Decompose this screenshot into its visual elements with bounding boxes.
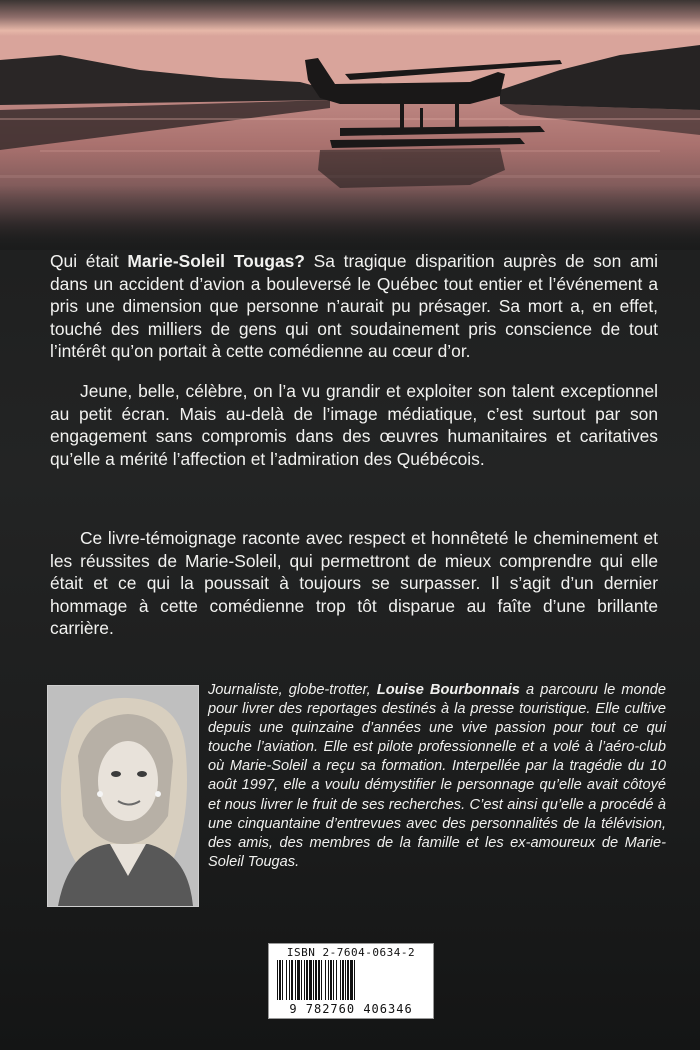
barcode-bar — [347, 960, 349, 1000]
blurb-p1-name: Marie-Soleil Tougas? — [127, 251, 305, 271]
barcode-bar — [279, 960, 281, 1000]
barcode-bar — [342, 960, 344, 1000]
blurb-p1-lead: Qui était — [50, 251, 119, 271]
barcode-bar — [309, 960, 312, 1000]
barcode-bar — [336, 960, 337, 1000]
barcode-bar — [340, 960, 341, 1000]
barcode-bar — [291, 960, 293, 1000]
barcode-bar — [301, 960, 302, 1000]
barcode-bar — [297, 960, 300, 1000]
author-name: Louise Bourbonnais — [376, 682, 520, 698]
author-bio-lead: Journaliste, globe-trotter, — [208, 682, 371, 698]
barcode-bar — [313, 960, 314, 1000]
isbn-barcode — [268, 943, 434, 1019]
barcode-bar — [354, 960, 355, 1000]
barcode-bar — [306, 960, 308, 1000]
barcode-bar — [328, 960, 329, 1000]
barcode-bar — [325, 960, 326, 1000]
author-bio — [208, 681, 666, 872]
barcode-bar — [304, 960, 305, 1000]
barcode-bar — [277, 960, 278, 1000]
ean-number: 9 782760 406346 — [289, 1002, 413, 1016]
barcode-bar — [345, 960, 346, 1000]
cover-photo-seaplane-at-sunset — [0, 0, 700, 250]
blurb-p1-rest: Sa tragique disparition auprès de son ami dans un accident d’avion a bouleversé le Québec tout entier et l’événement a pris une dimension que personne n’aurait pu présager. Sa mort a, en effet, touché des milliers de gens qui ont soudainement pris conscience de tout l’intérêt qu’on portait à cette comédienne au cœur d’or. — [50, 251, 658, 361]
barcode-bar — [333, 960, 334, 1000]
barcode-bar — [321, 960, 322, 1000]
barcode-bar — [282, 960, 283, 1000]
barcode-bar — [315, 960, 317, 1000]
author-photo-icon — [48, 686, 198, 906]
blurb-paragraph-1 — [50, 250, 658, 363]
blurb-paragraph-3: Ce livre-témoignage raconte avec respect et honnêteté le cheminement et les réussites de Marie-Soleil, qui permettront de mieux comprendre qui elle était et ce qui la poussait à toujours se surpasser. Il s’agit d’un dernier hommage à cette comédienne trop tôt disparue au faîte d’une brillante carrière. — [50, 528, 658, 638]
barcode-bar — [350, 960, 353, 1000]
author-bio-rest: a parcouru le monde pour livrer des reportages destinés à la presse touristique. Elle cultive depuis une quinzaine d’années une vive passion pour tout ce qui touche l’aviation. Elle est pilote professionnelle et a volé à l’aéro-club où Marie-Soleil a reçu sa formation. Interpellée par la tragédie du 10 août 1997, elle a voulu démystifier le personnage qu’elle avait côtoyé et nous livrer le fruit de ses recherches. C’est ainsi qu’elle a procédé à une cinquantaine d’entrevues avec des personnalités de la télévision, des amis, des membres de la famille et les ex-amoureux de Marie-Soleil Tougas. — [208, 682, 666, 870]
barcode-bar — [330, 960, 332, 1000]
seaplane-icon — [0, 0, 700, 250]
barcode-bar — [289, 960, 290, 1000]
barcode-bars — [275, 960, 427, 1000]
barcode-bar — [286, 960, 287, 1000]
isbn-number: ISBN 2-7604-0634-2 — [286, 946, 416, 959]
blurb-paragraph-2: Jeune, belle, célèbre, on l’a vu grandir et exploiter son talent exceptionnel au petit écran. Mais au-delà de l’image médiatique, c’est surtout par son engagement sans compromis dans des œuvres humanitaires et caritatives qu’elle a mérité l’affection et l’admiration des Québécois. — [50, 381, 658, 469]
barcode-bar — [295, 960, 296, 1000]
author-portrait — [47, 685, 199, 907]
barcode-bar — [318, 960, 320, 1000]
